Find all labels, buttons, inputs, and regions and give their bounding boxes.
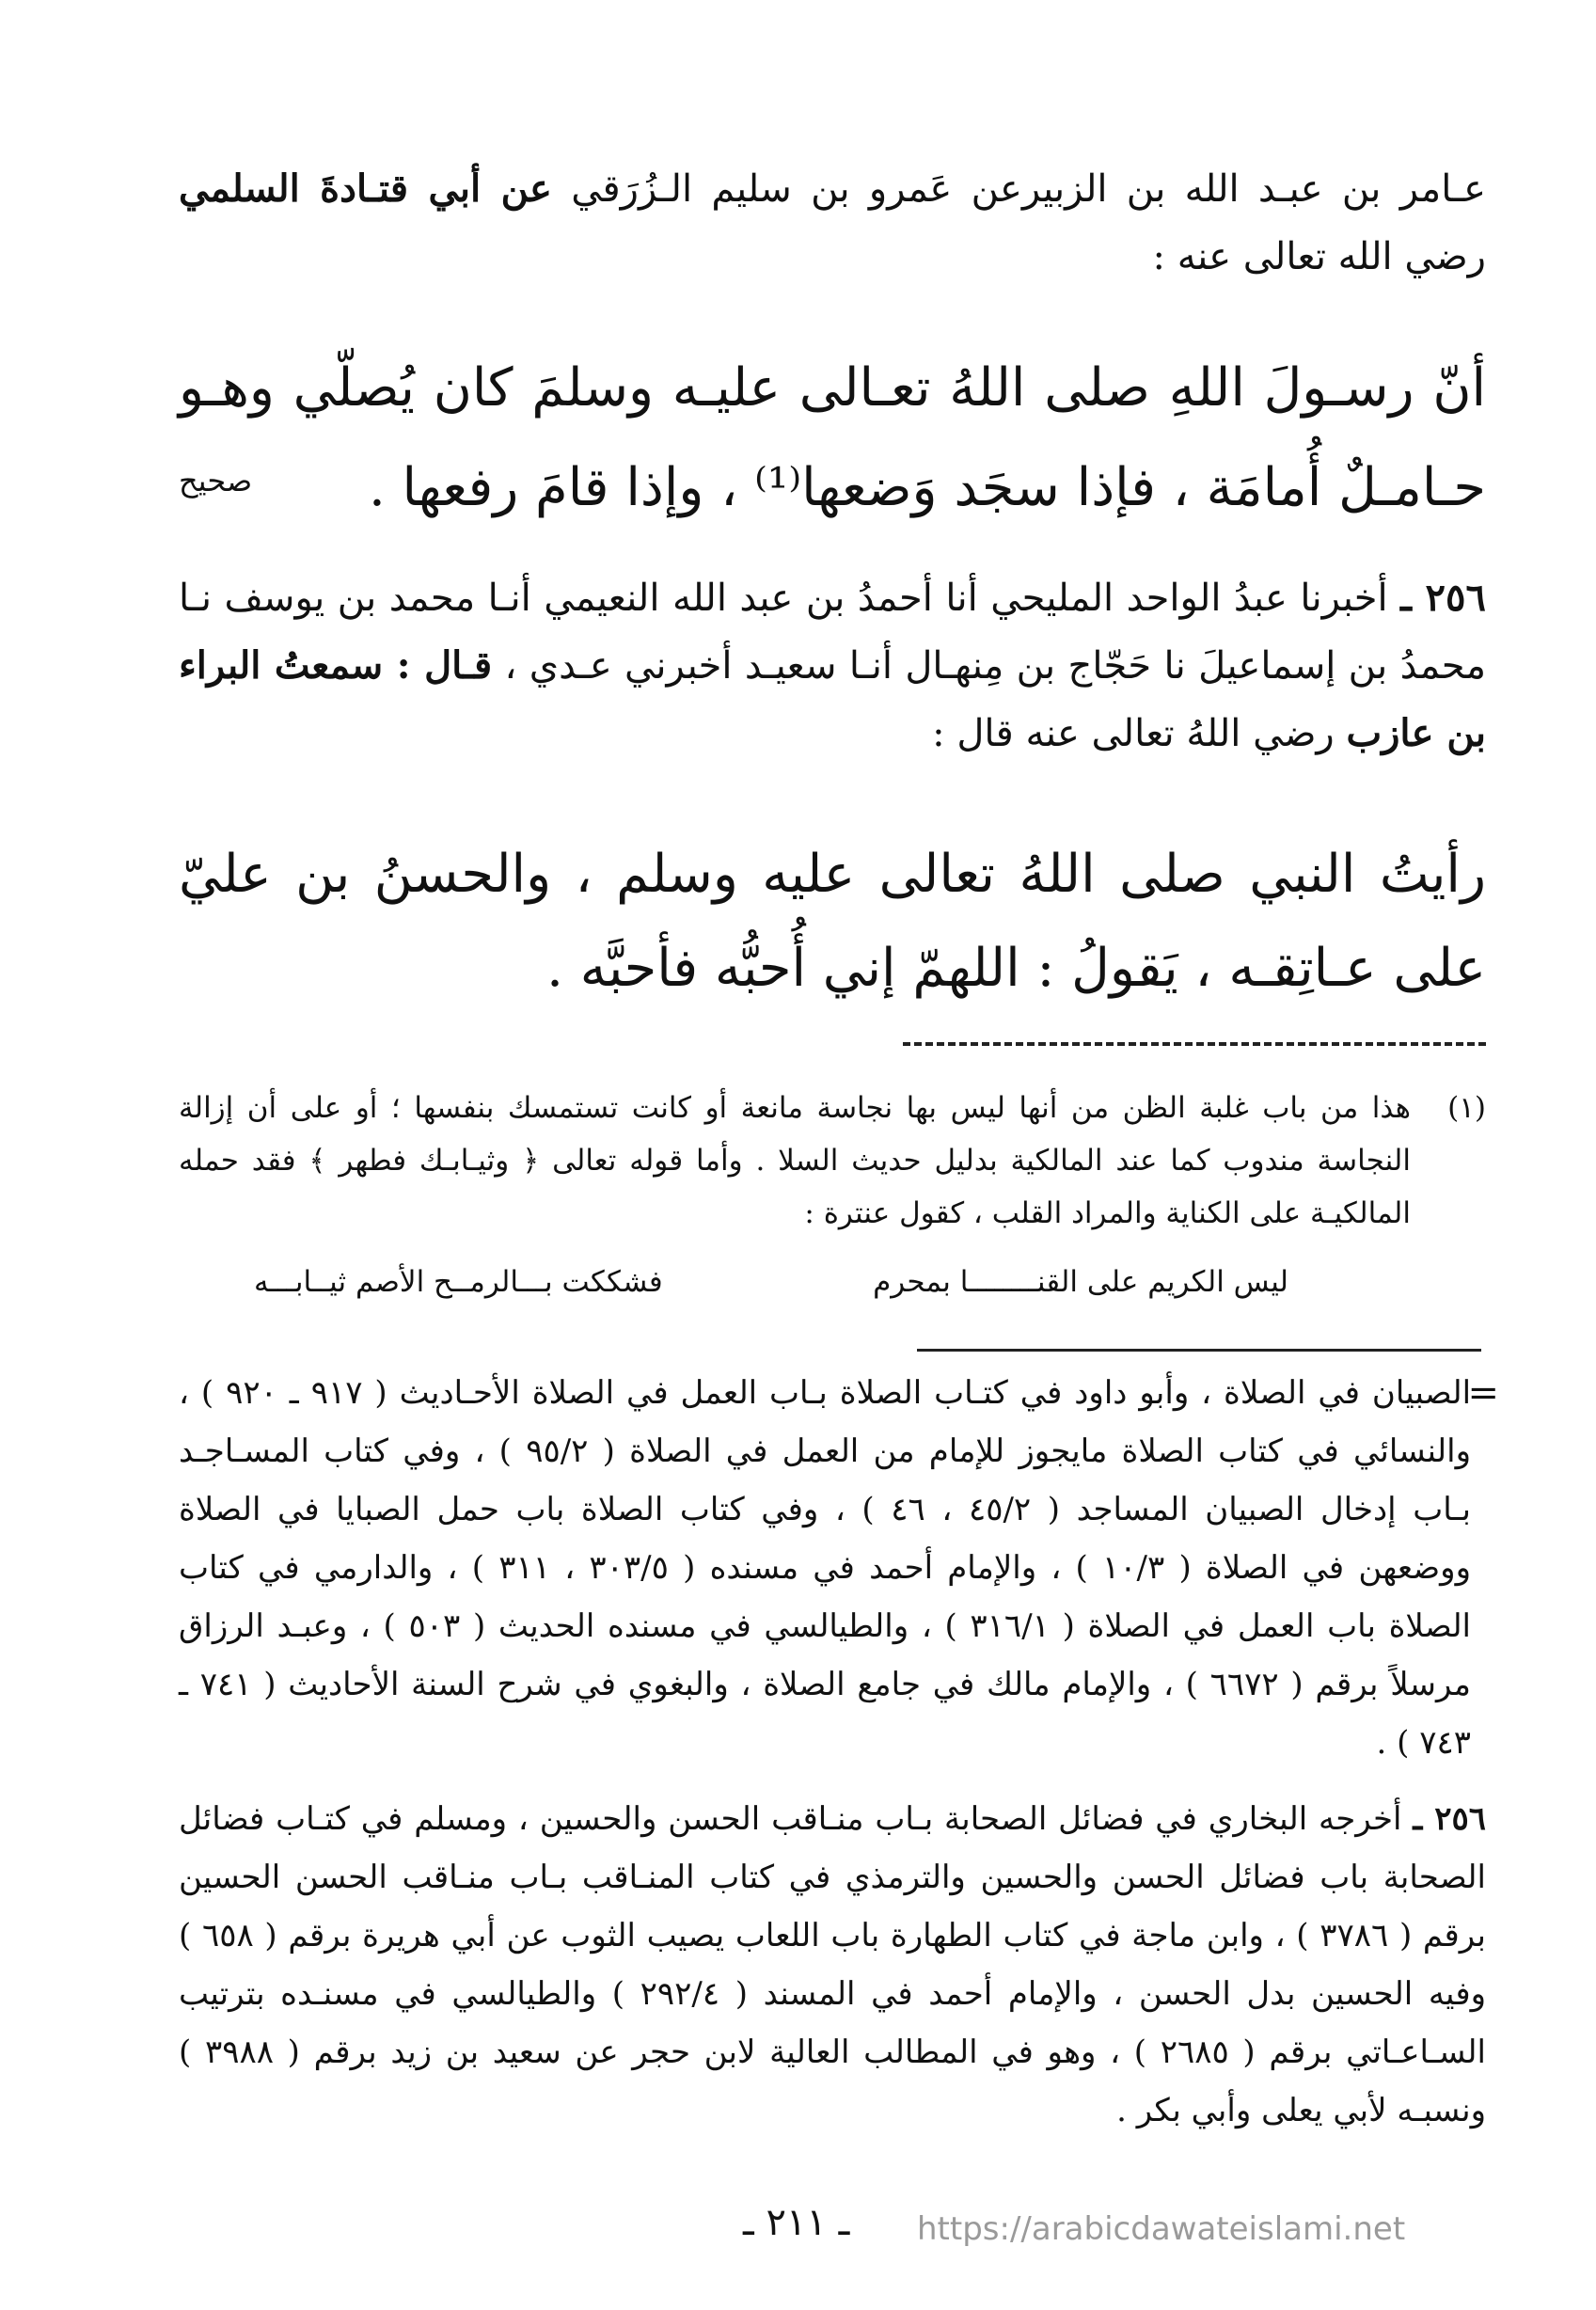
intro-bold-narrator: عن أبي قتـادةَ السلمي	[179, 166, 552, 211]
dashed-separator	[903, 1042, 1486, 1046]
footnote-separator	[917, 1349, 1481, 1352]
footnote-256	[179, 1790, 1486, 2140]
page-number: ـ ٢١١ ـ	[743, 2201, 850, 2244]
footnote-1	[179, 1082, 1486, 1240]
page-footer	[0, 2201, 1596, 2267]
footnote-256-text: أخرجه البخاري في فضائل الصحابة بـاب منـاقب الحسن والحسين ، ومسلم في كتـاب فضائل الصحابة باب فضائل الحسن والحسين والترمذي في كتاب المنـاقب بـاب منـاقب الحسن الحسين برقم ( ٣٧٨٦ ) ، وابن ماجة في كتاب الطهارة باب اللعاب يصيب الثوب عن أبي هريرة برقم ( ٦٥٨ ) وفيه الحسين بدل الحسن ، والإمام أحمد في المسند ( ٢٩٢/٤ ) والطيالسي في مسنـده بترتيب السـاعـاتي برقم ( ٢٦٨٥ ) ، وهو في المطالب العالية لابن حجر عن سعيد بن زيد برقم ( ٣٩٨٨ ) ونسبـه لأبي يعلى وأبي بكر .	[179, 1800, 1487, 2129]
hadith-grade: صحيح	[179, 463, 253, 498]
intro-text: عـامر بن عبـد الله بن الزبيرعن عَمرو بن سليم الـزُرَقي	[551, 167, 1486, 211]
hadith-256-chain-text: أخبرنا عبدُ الواحد المليحي أنا أحمدُ بن عبد الله النعيمي أنـا محمد بن يوسف نـا محمدُ بن إسماعيلَ نا حَجّاج بن مِنهـال أنـا سعيـد أخبرني عـدي ،	[179, 577, 1486, 688]
footnote-continuation-text: الصبيان في الصلاة ، وأبو داود في كتـاب الصلاة بـاب العمل في الصلاة الأحـاديث ( ٩١٧ ـ ٩٢٠ ) ، والنسائي في كتاب الصلاة مايجوز للإمام من العمل في الصلاة ( ٩٥/٢ ) ، وفي كتاب المسـاجـد بـاب إدخال الصبيان المساجد ( ٤٥/٢ ، ٤٦ ) ، وفي كتاب الصلاة باب حمل الصبايا في الصلاة ووضعهن في الصلاة ( ١٠/٣ ) ، والإمام أحمد في مسنده ( ٣٠٣/٥ ، ٣١١ ) ، والدارمي في كتاب الصلاة باب العمل في الصلاة ( ٣١٦/١ ) ، والطيالسي في مسنده الحديث ( ٥٠٣ ) ، وعبـد الرزاق مرسلاً برقم ( ٦٦٧٢ ) ، والإمام مالك في جامع الصلاة ، والبغوي في شرح السنة الأحاديث ( ٧٤١ ـ ٧٤٣ ) .	[179, 1374, 1472, 1762]
poem-first-hemistich: ليس الكريم على القنــــــــا بمحرم	[873, 1265, 1288, 1299]
source-watermark: https://arabicdawateislami.net	[917, 2210, 1406, 2248]
hadith-text-1: أنّ رسـولَ اللهِ صلى اللهُ تعـالى عليـه وسلمَ كان يُصلّي وهـو حـامـلٌ أُمامَة ، فإذا سجَد وَضعها⁽¹⁾ ، وإذا قامَ رفعها .	[179, 357, 1486, 518]
footnote-marker: (١)	[1447, 1091, 1486, 1125]
poem-second-hemistich: فشككت بـــالرمــح الأصم ثيــابـــه	[254, 1265, 663, 1299]
footnote-256-number: ٢٥٦ ـ	[1413, 1800, 1486, 1838]
intro-text-end: رضي الله تعالى عنه :	[1152, 235, 1486, 278]
hadith-256-chain	[179, 564, 1486, 767]
continuation-marker: =	[1467, 1371, 1499, 1415]
hadith-number: ٢٥٦ ـ	[1400, 576, 1486, 620]
hadith-text-2: رأيتُ النبي صلى اللهُ تعالى عليه وسلم ، والحسنُ بن عليّ على عـاتِقـه ، يَقولُ : اللهمّ إني أُحبُّه فأحبَّه .	[179, 844, 1486, 999]
hadith-256-chain-end: رضي اللهُ تعالى عنه قال :	[932, 712, 1347, 755]
poem-verse	[254, 1265, 1288, 1299]
hadith-256-bold-narrator: قـال : سمعتُ البراء بن عازب	[179, 643, 1486, 755]
chain-of-narration-intro	[179, 155, 1486, 291]
footnote-1-text: هذا من باب غلبة الظن من أنها ليس بها نجاسة مانعة أو كانت تستمسك بنفسها ؛ أو على أن إزالة النجاسة مندوب كما عند المالكية بدليل حديث السلا . وأما قوله تعالى ﴿ وثيـابـك فطهر ﴾ فقد حمله المالكيـة على الكناية والمراد القلب ، كقول عنترة :	[179, 1091, 1411, 1230]
footnote-continuation	[179, 1364, 1499, 1772]
